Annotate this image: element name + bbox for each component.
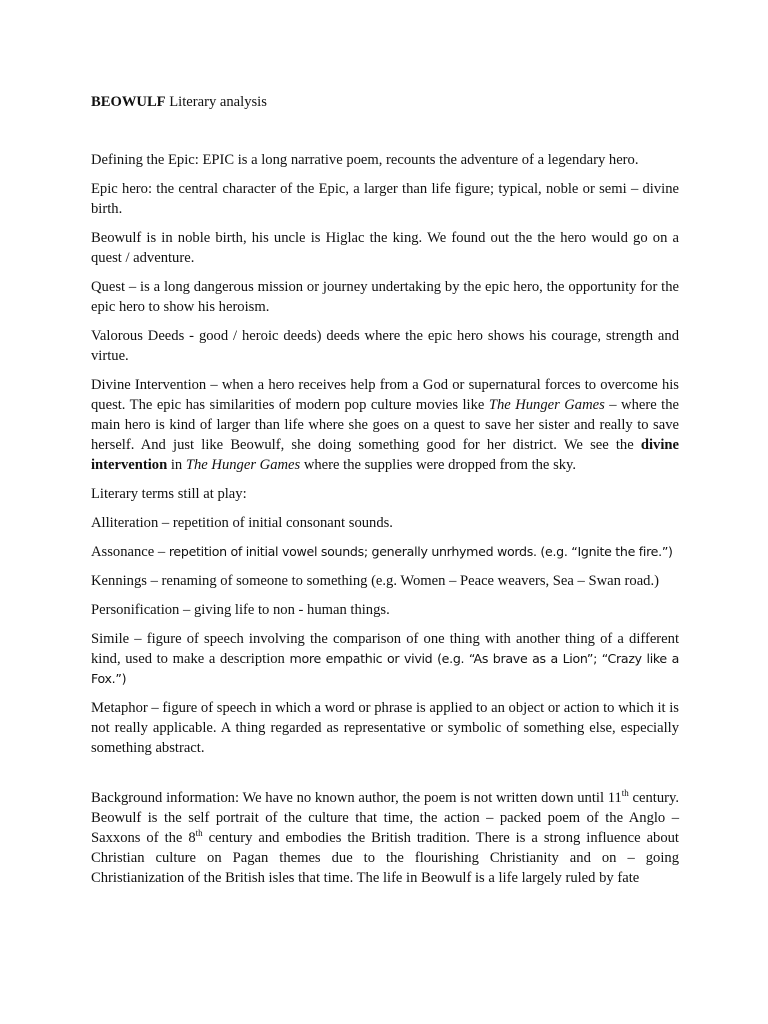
bold-term: divine intervention	[91, 437, 679, 473]
text-span: century and embodies the British tradition. There is a strong influence about Christian culture on Pagan themes due to the flourishing Christianity and on – going Christianization of the British isles that time. The life in Beowulf is a life largely ruled by fate	[91, 830, 679, 886]
document-title	[91, 92, 267, 112]
sans-text-span: repetition of initial vowel sounds; generally unrhymed words. (e.g. “Ignite the fire.”)	[168, 544, 673, 559]
text-span: century. Beowulf is the self portrait of the culture that time, the action – packed poem of the Anglo – Saxxons of the 8	[91, 790, 680, 846]
sans-text-span: more empathic or vivid (e.g. “As brave as a Lion”; “Crazy like a Fox.”)	[91, 651, 679, 686]
paragraph-quest: Quest – is a long dangerous mission or journey undertaking by the epic hero, the opportunity for the epic hero to show his heroism.	[91, 279, 679, 315]
text-span: Divine Intervention – when a hero receives help from a God or supernatural forces to overcome his quest. The epic has similarities of modern pop culture movies like	[91, 377, 679, 413]
superscript: th	[195, 828, 203, 838]
text-span: Background information: We have no known author, the poem is not written down until 11	[91, 790, 622, 806]
text-span: where the supplies were dropped from the sky.	[300, 457, 577, 473]
title-bold: BEOWULF	[91, 94, 166, 110]
paragraph-personification: Personification – giving life to non - human things.	[91, 602, 390, 618]
text-span: Simile – figure of speech involving the comparison of one thing with another thing of a different kind, used to make a description	[91, 631, 679, 667]
document-body	[91, 150, 679, 897]
text-span: – where the main hero is kind of larger than life where she goes on a quest to save her sister and really to save herself. And just like Beowulf, she doing something good for her district. We see the	[91, 397, 679, 453]
text-span: Assonance –	[91, 544, 169, 560]
paragraph-valorous-deeds: Valorous Deeds - good / heroic deeds) deeds where the epic hero shows his courage, strength and virtue.	[91, 328, 679, 364]
paragraph-literary-terms: Literary terms still at play:	[91, 486, 247, 502]
paragraph-alliteration: Alliteration – repetition of initial consonant sounds.	[91, 515, 393, 531]
superscript: th	[621, 788, 629, 798]
paragraph-background	[91, 788, 679, 888]
paragraph-kennings: Kennings – renaming of someone to something (e.g. Women – Peace weavers, Sea – Swan road.)	[91, 573, 659, 589]
italic-title: The Hunger Games	[185, 457, 301, 473]
paragraph-assonance	[91, 542, 679, 562]
paragraph-simile	[91, 629, 679, 689]
paragraph-epic-hero: Epic hero: the central character of the Epic, a larger than life figure; typical, noble or semi – divine birth.	[91, 181, 679, 217]
paragraph-epic-definition: Defining the Epic: EPIC is a long narrative poem, recounts the adventure of a legendary hero.	[91, 152, 639, 168]
italic-title: The Hunger Games	[488, 397, 605, 413]
text-span: in	[167, 457, 186, 473]
paragraph-beowulf-birth: Beowulf is in noble birth, his uncle is Higlac the king. We found out the the hero would go on a quest / adventure.	[91, 230, 679, 266]
paragraph-metaphor: Metaphor – figure of speech in which a word or phrase is applied to an object or action to which it is not really applicable. A thing regarded as representative or symbolic of something else, especially something abstract.	[91, 700, 679, 756]
paragraph-divine-intervention	[91, 375, 679, 475]
title-rest: Literary analysis	[165, 94, 267, 110]
